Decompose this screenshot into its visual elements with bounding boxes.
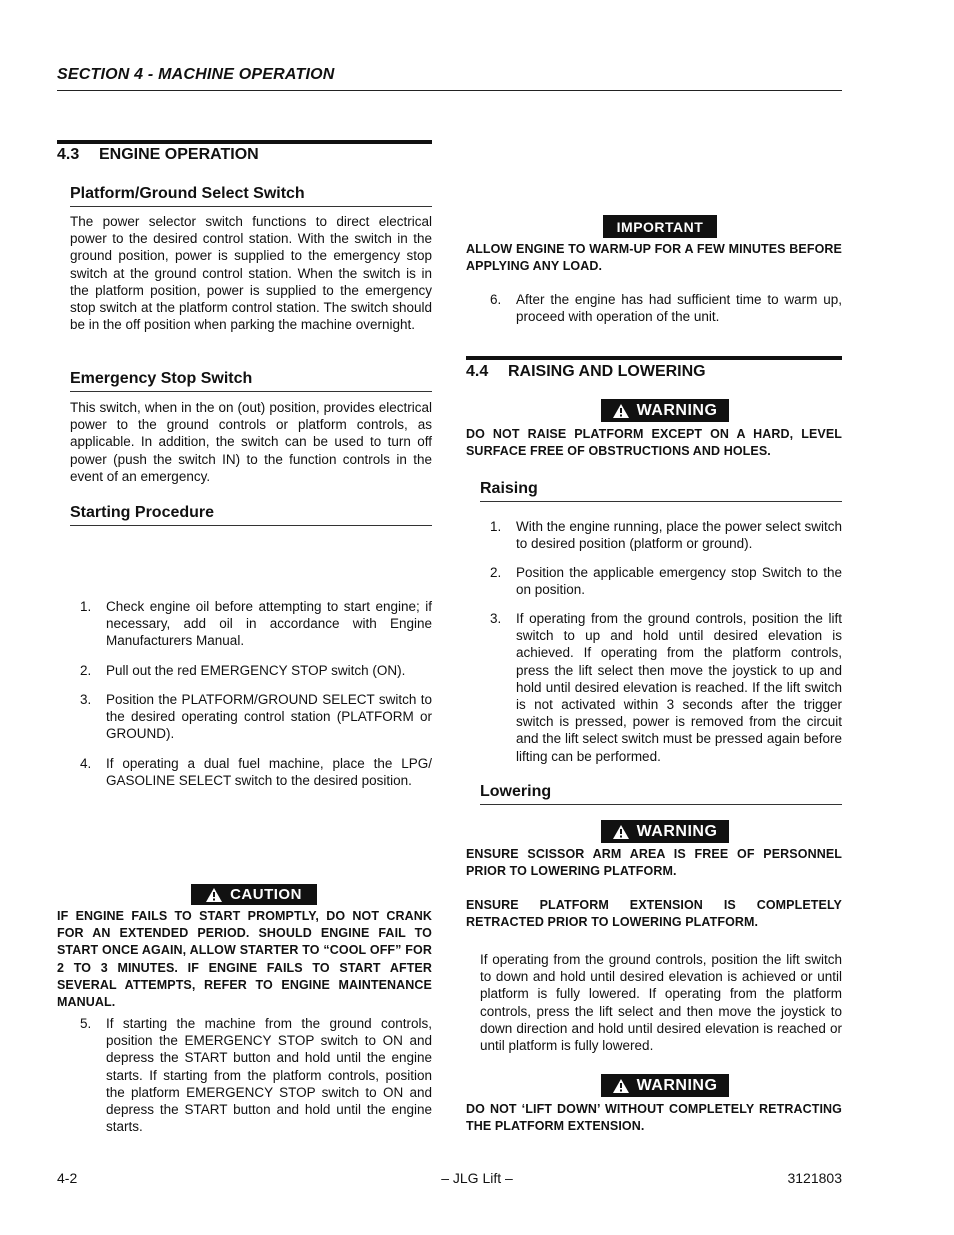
list-item bbox=[490, 564, 842, 600]
section-rule-4-3 bbox=[57, 140, 432, 144]
footer-center: – JLG Lift – bbox=[441, 1170, 513, 1186]
paragraph-emergency-stop: This switch, when in the on (out) position, provides electrical power to the ground controls or platform controls, as applicable. In addition, the switch can be used to turn off power (push the switch IN) to the function controls in the event of an emergency. bbox=[70, 400, 432, 484]
list-text: Check engine oil before attempting to start engine; if necessary, add oil in accordance with Engine Manufacturers Manual. bbox=[106, 599, 432, 649]
warning-text: DO NOT RAISE PLATFORM EXCEPT ON A HARD, LEVEL SURFACE FREE OF OBSTRUCTIONS AND HOLES. bbox=[466, 427, 842, 459]
subhead-platform-ground: Platform/Ground Select Switch bbox=[70, 185, 432, 207]
section-title-text: RAISING AND LOWERING bbox=[508, 363, 706, 380]
list-text: If starting the machine from the ground controls, position the EMERGENCY STOP switch to ON and depress the START button and hold until the engine starts. If starting from the platform controls, position the platform EMERGENCY STOP switch to ON and depress the START button and hold until the engine starts. bbox=[106, 1016, 432, 1135]
caution-label: CAUTION bbox=[191, 884, 317, 905]
section-title-text: ENGINE OPERATION bbox=[99, 146, 259, 163]
warning-label: WARNING bbox=[601, 820, 729, 843]
list-number: 5. bbox=[80, 1016, 92, 1031]
section-rule-4-4 bbox=[466, 356, 842, 360]
caution-text: IF ENGINE FAILS TO START PROMPTLY, DO NOT CRANK FOR AN EXTENDED PERIOD. SHOULD ENGINE FAIL TO START ONCE AGAIN, ALLOW STARTER TO “COOL OFF” FOR 2 TO 3 MINUTES. IF ENGINE FAILS TO START AFTER SEVERAL ATTEMPTS, REFER TO ENGINE MAINTENANCE MANUAL. bbox=[57, 909, 432, 1010]
warning-triangle-icon bbox=[613, 1079, 629, 1093]
paragraph-lowering: If operating from the ground controls, position the lift switch to down and hold until desired elevation is achieved or until platform is fully lowered. If operating from the platform controls, press the lift select and then move the joystick to down direction and hold until desired elevation is reached or until platform is fully lowered. bbox=[480, 952, 842, 1054]
list-number: 3. bbox=[490, 611, 502, 626]
list-text: Position the applicable emergency stop Switch to the on position. bbox=[516, 565, 842, 598]
warning-triangle-icon bbox=[613, 825, 629, 839]
document-number: 3121803 bbox=[787, 1170, 842, 1186]
list-item bbox=[80, 1015, 432, 1135]
subhead-lowering: Lowering bbox=[480, 783, 842, 805]
list-number: 1. bbox=[490, 519, 502, 534]
section-title-4-3 bbox=[57, 146, 259, 164]
list-item bbox=[490, 610, 842, 766]
list-number: 1. bbox=[80, 599, 92, 614]
warning-text: ENSURE PLATFORM EXTENSION IS COMPLETELY RETRACTED PRIOR TO LOWERING PLATFORM. bbox=[466, 898, 842, 930]
list-number: 2. bbox=[490, 565, 502, 580]
list-text: With the engine running, place the power select switch to desired position (platform or ground). bbox=[516, 519, 842, 552]
warning-text: DO NOT ‘LIFT DOWN’ WITHOUT COMPLETELY RETRACTING THE PLATFORM EXTENSION. bbox=[466, 1102, 842, 1134]
list-item bbox=[490, 291, 842, 327]
subhead-raising: Raising bbox=[480, 480, 842, 502]
list-text: Pull out the red EMERGENCY STOP switch (ON). bbox=[106, 663, 406, 678]
subhead-emergency-stop: Emergency Stop Switch bbox=[70, 370, 432, 392]
warning-text: ENSURE SCISSOR ARM AREA IS FREE OF PERSONNEL PRIOR TO LOWERING PLATFORM. bbox=[466, 847, 842, 879]
list-item bbox=[80, 755, 432, 791]
list-item bbox=[80, 691, 432, 743]
list-item bbox=[80, 662, 432, 682]
warning-triangle-icon bbox=[206, 888, 222, 902]
section-number: 4.4 bbox=[466, 363, 489, 380]
page-number: 4-2 bbox=[57, 1170, 78, 1186]
important-label: IMPORTANT bbox=[603, 215, 717, 238]
warning-triangle-icon bbox=[613, 404, 629, 418]
paragraph-platform-ground: The power selector switch functions to direct electrical power to the desired control station. With the switch in the ground position, power is supplied to the emergency stop switch at the ground control station. When the switch is in the platform position, power is supplied to the emergency stop switch at the platform control station. The switch should be in the off position when parking the machine overnight. bbox=[70, 214, 432, 333]
list-item bbox=[80, 598, 432, 650]
subhead-starting-procedure: Starting Procedure bbox=[70, 504, 432, 526]
warning-label: WARNING bbox=[601, 399, 729, 422]
list-item bbox=[490, 518, 842, 554]
section-number: 4.3 bbox=[57, 146, 80, 163]
header-rule bbox=[57, 90, 842, 91]
warning-label: WARNING bbox=[601, 1074, 729, 1097]
important-text: ALLOW ENGINE TO WARM-UP FOR A FEW MINUTES BEFORE APPLYING ANY LOAD. bbox=[466, 242, 842, 274]
list-text: After the engine has had sufficient time to warm up, proceed with operation of the unit. bbox=[516, 292, 842, 325]
list-text: If operating a dual fuel machine, place the LPG/ GASOLINE SELECT switch to the desired position. bbox=[106, 756, 432, 789]
section-header: SECTION 4 - MACHINE OPERATION bbox=[57, 66, 335, 83]
list-number: 2. bbox=[80, 663, 92, 678]
list-text: Position the PLATFORM/GROUND SELECT switch to the desired operating control station (PLATFORM or GROUND). bbox=[106, 692, 432, 742]
list-text: If operating from the ground controls, position the lift switch to up and hold until desired elevation is achieved. If operating from the platform controls, press the lift select then move the joystick to up and hold until desired elevation is reached. If the lift switch is not activated within 3 seconds after the trigger switch is pressed, power is removed from the circuit and the lift select switch must be pressed again before lifting can be performed. bbox=[516, 611, 842, 764]
list-number: 3. bbox=[80, 692, 92, 707]
list-number: 4. bbox=[80, 756, 92, 771]
list-number: 6. bbox=[490, 292, 502, 307]
section-title-4-4 bbox=[466, 363, 706, 381]
